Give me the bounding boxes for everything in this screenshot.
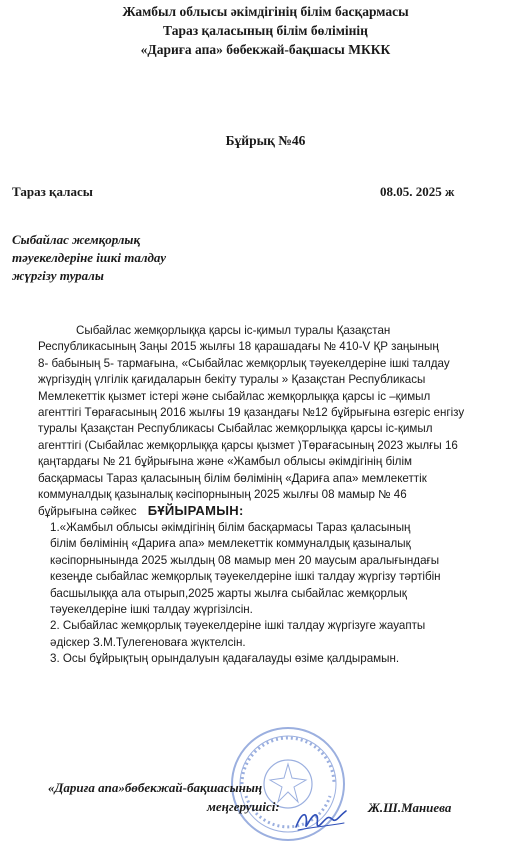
header-org-line-2: Тараз қаласының білім бөлімінің [163,23,368,38]
subject-line: Сыбайлас жемқорлық [12,232,141,247]
preamble-line: жүргізудің үлгілік қағидаларын бекіту туралы » Қазақстан Республикасы [38,373,426,387]
signature-org: «Дариға апа»бөбекжай-бақшасының [48,780,263,795]
command-word: БҰЙЫРАМЫН: [147,503,244,519]
order-city: Тараз қаласы [12,184,93,199]
preamble-line: Мемлекеттік қызмет істері және сыбайлас жемқорлыққа қарсы іс –қимыл [38,389,431,403]
handwritten-signature-icon [292,805,350,835]
preamble-last-line [38,503,526,520]
preamble-line: Республикасының Заңы 2015 жылғы 18 қарашадағы № 410-V ҚР заңының [38,340,439,354]
preamble [38,323,526,521]
preamble-line: басқармасы Тараз қаласының білім бөлімінің «Дариға апа» мемлекеттік [38,471,427,485]
header-org-line-3: «Дариға апа» бөбекжай-бақшасы МККК [140,42,391,57]
preamble-line: коммуналдық қазыналық кәсіпорнының 2025 жылғы 08 мамыр № 46 [38,488,407,502]
item-line: кәсіпорнынында 2025 жылдың 08 мамыр мен 20 маусым аралығындағы [50,553,440,567]
order-item-3 [50,651,510,667]
item-line: тәуекелдеріне ішкі талдау жүргізілсін. [50,603,253,617]
item-line: білім бөлімінің «Дариға апа» мемлекеттік коммуналдық қазыналық [50,537,411,551]
item-line: 3. Осы бұйрықтың орындалуын қадағалауды өзіме қалдырамын. [50,652,400,666]
order-item-2 [50,618,510,651]
order-subject [12,231,166,285]
preamble-line: агенттігі (Сыбайлас жемқорлыққа қарсы қызмет )Төрағасының 2023 жылғы 16 [38,438,458,452]
order-title: Бұйрық №46 [225,133,306,148]
subject-line: жүргізу туралы [12,268,104,283]
item-line: кезеңде сыбайлас жемқорлық тәуекелдеріне ішкі талдау жүргізу тәртібін [50,570,441,584]
item-line: 1.«Жамбыл облысы әкімдігінің білім басқармасы Тараз қаласының [50,521,411,534]
preamble-line: қаңтардағы № 21 бұйрығына және «Жамбыл облысы әкімдігінің білім [38,455,412,469]
order-items [50,520,510,668]
signature-role: меңгерушісі: [207,799,280,814]
header-org-line-1: Жамбыл облысы әкімдігінің білім басқармасы [122,4,409,19]
order-item-1 [50,520,510,618]
preamble-line: Сыбайлас жемқорлыққа қарсы іс-қимыл туралы Қазақстан [76,324,391,337]
preamble-prefix: бұйрығына сәйкес [38,505,137,519]
item-line: басшылыққа ала отырып,2025 жарты жылға сыбайлас жемқорлық [50,586,407,600]
order-date: 08.05. 2025 ж [380,184,455,199]
signature-name: Ж.Ш.Маниева [368,800,452,815]
subject-line: тәуекелдеріне ішкі талдау [12,250,167,265]
preamble-line: агенттігі Төрағасының 2016 жылғы 19 қазандағы №12 бұйрығына өзгеріс енгізу [38,406,465,420]
item-line: әдіскер З.М.Тулегеновағa жүктелсін. [50,635,246,649]
preamble-line: 8- бабының 5- тармағына, «Сыбайлас жемқорлық тәуекелдеріне ішкі талдау [38,356,450,370]
item-line: 2. Сыбайлас жемқорлық тәуекелдеріне ішкі талдау жүргізуге жауапты [50,619,426,633]
preamble-line: туралы Қазақстан Республикасы Сыбайлас жемқорлыққа қарсы іс-қимыл [38,422,433,436]
